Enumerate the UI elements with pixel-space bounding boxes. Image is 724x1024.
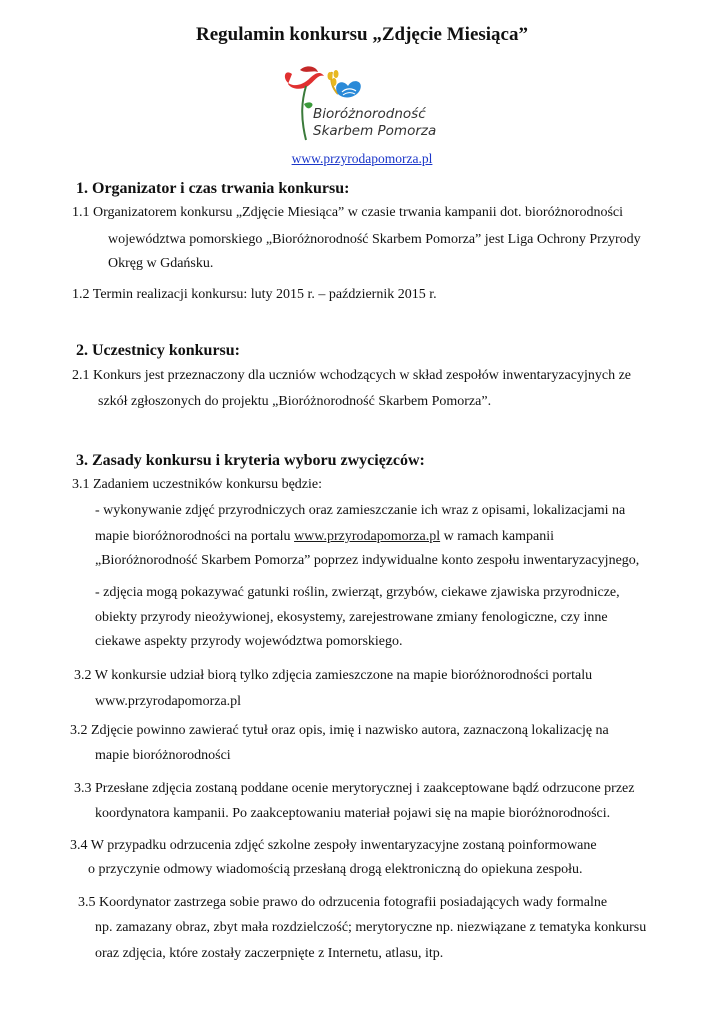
s3-bullet1-line2-start: mapie bioróżnorodności na portalu bbox=[95, 529, 295, 544]
s1-p1-line2: województwa pomorskiego „Bioróżnorodność Skarbem Pomorza” jest Liga Ochrony Przyrody bbox=[108, 232, 641, 247]
s3-p35-line2: np. zamazany obraz, zbyt mała rozdzielczość; merytoryczne np. niezwiązane z tematyka konkursu bbox=[95, 920, 647, 935]
page-title: Regulamin konkursu „Zdjęcie Miesiąca” bbox=[196, 24, 528, 45]
s3-p31: 3.1 Zadaniem uczestników konkursu będzie: bbox=[72, 477, 322, 492]
website-link[interactable]: www.przyrodapomorza.pl bbox=[291, 151, 433, 166]
s3-p33-line1: 3.3 Przesłane zdjęcia zostaną poddane ocenie merytorycznej i zaakceptowane bądź odrzucone przez bbox=[74, 781, 635, 796]
logo bbox=[280, 64, 450, 152]
s1-p2: 1.2 Termin realizacji konkursu: luty 2015 r. – październik 2015 r. bbox=[72, 287, 437, 302]
s3-p32a-line1: 3.2 W konkursie udział biorą tylko zdjęcia zamieszczone na mapie bioróżnorodności portalu bbox=[74, 668, 593, 683]
s3-p33-line2: koordynatora kampanii. Po zaakceptowaniu materiał pojawi się na mapie bioróżnorodności. bbox=[95, 806, 611, 821]
section-2-heading: 2. Uczestnicy konkursu: bbox=[76, 342, 241, 359]
s3-bullet1-line1: - wykonywanie zdjęć przyrodniczych oraz zamieszczanie ich wraz z opisami, lokalizacjami na bbox=[95, 503, 626, 518]
s3-p35-line3: oraz zdjęcia, które zostały zaczerpnięte z Internetu, atlasu, itp. bbox=[95, 946, 444, 961]
s3-p32b-line2: mapie bioróżnorodności bbox=[95, 748, 231, 763]
logo-line2: Skarbem Pomorza bbox=[313, 123, 437, 139]
s3-bullet2-line3: ciekawe aspekty przyrody województwa pomorskiego. bbox=[95, 634, 403, 649]
s3-bullet2-line1: - zdjęcia mogą pokazywać gatunki roślin, zwierząt, grzybów, ciekawe zjawiska przyrodnicze, bbox=[95, 585, 620, 600]
s3-bullet1-line2-end: w ramach kampanii bbox=[440, 529, 555, 544]
s2-p1-line2: szkół zgłoszonych do projektu „Bioróżnorodność Skarbem Pomorza”. bbox=[98, 394, 492, 409]
s1-p1-line3: Okręg w Gdańsku. bbox=[108, 256, 214, 271]
s3-bullet1-line3: „Bioróżnorodność Skarbem Pomorza” poprzez indywidualne konto zespołu inwentaryzacyjnego, bbox=[95, 553, 640, 568]
s3-p34-line2: o przyczynie odmowy wiadomością przesłaną drogą elektroniczną do opiekuna zespołu. bbox=[88, 862, 583, 877]
s3-p32b-line1: 3.2 Zdjęcie powinno zawierać tytuł oraz opis, imię i nazwisko autora, zaznaczoną lokalizację na bbox=[70, 723, 609, 738]
s2-p1-line1: 2.1 Konkurs jest przeznaczony dla uczniów wchodzących w skład zespołów inwentaryzacyjnych ze bbox=[72, 368, 632, 383]
section-1-heading: 1. Organizator i czas trwania konkursu: bbox=[76, 180, 350, 197]
section-3-heading: 3. Zasady konkursu i kryteria wyboru zwycięzców: bbox=[76, 452, 425, 469]
s3-p32a-line2: www.przyrodapomorza.pl bbox=[95, 694, 242, 709]
s3-p35-line1: 3.5 Koordynator zastrzega sobie prawo do odrzucenia fotografii posiadających wady formalne bbox=[78, 895, 608, 910]
s1-p1-line1: 1.1 Organizatorem konkursu „Zdjęcie Miesiąca” w czasie trwania kampanii dot. bioróżnorodności bbox=[72, 205, 623, 220]
portal-link[interactable]: www.przyrodapomorza.pl bbox=[294, 529, 441, 544]
s3-p34-line1: 3.4 W przypadku odrzucenia zdjęć szkolne zespoły inwentaryzacyjne zostaną poinformowane bbox=[70, 838, 597, 853]
s3-bullet1-line2 bbox=[95, 529, 554, 545]
logo-line1: Bioróżnorodność bbox=[313, 106, 426, 122]
s3-bullet2-line2: obiekty przyrody nieożywionej, ekosystemy, zarejestrowane zmiany fenologiczne, czy inne bbox=[95, 610, 608, 625]
